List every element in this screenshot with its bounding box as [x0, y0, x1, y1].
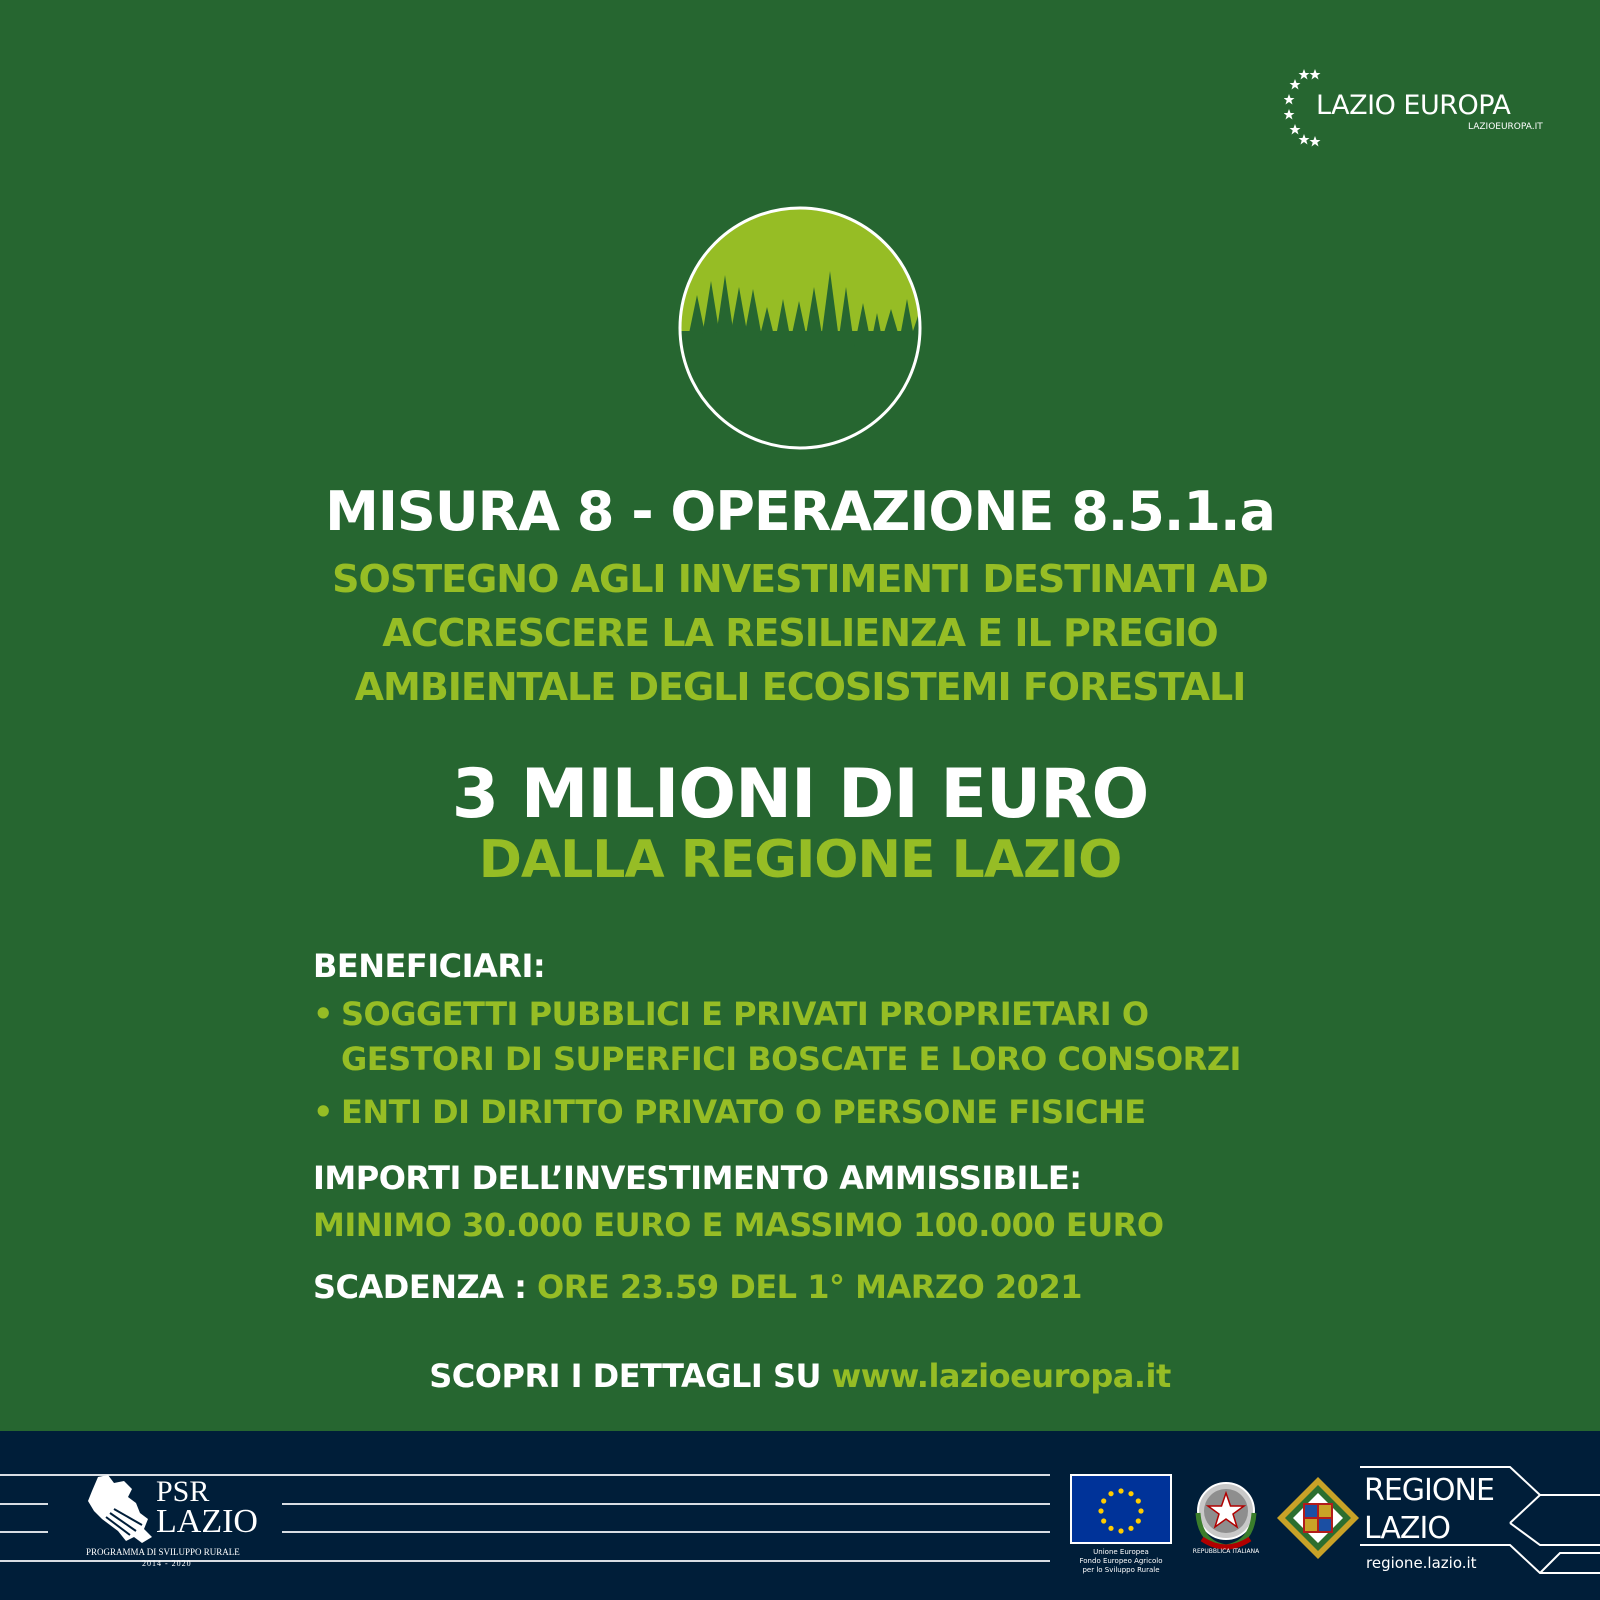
italian-republic-emblem-icon — [1188, 1473, 1264, 1555]
brand-url: LAZIOEUROPA.IT — [1468, 122, 1543, 132]
scadenza — [313, 1268, 1082, 1306]
eu-flag-icon — [1070, 1474, 1172, 1544]
divider — [0, 1503, 48, 1505]
subtitle-line: ACCRESCERE LA RESILIENZA E IL PREGIO — [382, 611, 1218, 655]
footer — [0, 1431, 1600, 1600]
regione-name-line2: LAZIO — [1364, 1511, 1450, 1546]
divider — [282, 1503, 1050, 1505]
amount-heading: 3 MILIONI DI EURO — [451, 755, 1149, 834]
amount-source: DALLA REGIONE LAZIO — [478, 830, 1122, 890]
lazio-europa-logo — [1284, 64, 1544, 154]
brand-name: LAZIO EUROPA — [1316, 90, 1511, 121]
subtitle — [0, 552, 1600, 714]
eu-caption-line: Unione Europea — [1093, 1548, 1149, 1556]
divider — [282, 1531, 1050, 1533]
beneficiario-item: ENTI DI DIRITTO PRIVATO O PERSONE FISICHE — [341, 1093, 1146, 1131]
beneficiario-item: SOGGETTI PUBBLICI E PRIVATI PROPRIETARI O — [341, 995, 1149, 1033]
beneficiari-label: BENEFICIARI: — [313, 947, 546, 985]
psr-program: PROGRAMMA DI SVILUPPO RURALE — [86, 1547, 240, 1557]
lazio-region-map-icon — [84, 1473, 154, 1551]
beneficiario-item-cont: GESTORI DI SUPERFICI BOSCATE E LORO CONSORZI — [341, 1040, 1241, 1078]
eu-caption-line: Fondo Europeo Agricolo — [1079, 1557, 1163, 1565]
regione-lazio-crest-icon — [1275, 1475, 1361, 1561]
cta — [0, 1357, 1600, 1395]
psr-lazio-logo — [84, 1473, 284, 1569]
regione-name-line1: REGIONE — [1364, 1473, 1494, 1508]
eu-caption-line: per lo Sviluppo Rurale — [1082, 1566, 1160, 1574]
scadenza-label: SCADENZA : — [313, 1268, 527, 1306]
cta-link[interactable]: www.lazioeuropa.it — [831, 1357, 1171, 1395]
bullet-icon: • — [313, 995, 333, 1033]
psr-line2: LAZIO — [156, 1503, 258, 1540]
psr-line1: PSR — [156, 1475, 210, 1508]
page-title: MISURA 8 - OPERAZIONE 8.5.1.a — [325, 480, 1275, 543]
divider — [0, 1531, 48, 1533]
importi-value: MINIMO 30.000 EURO E MASSIMO 100.000 EURO — [313, 1206, 1164, 1244]
regione-url[interactable]: regione.lazio.it — [1366, 1554, 1477, 1572]
emblem-caption: REPUBBLICA ITALIANA — [1192, 1548, 1260, 1555]
psr-years: 2014 - 2020 — [142, 1559, 192, 1568]
subtitle-line: AMBIENTALE DEGLI ECOSISTEMI FORESTALI — [354, 665, 1246, 709]
subtitle-line: SOSTEGNO AGLI INVESTIMENTI DESTINATI AD — [332, 557, 1268, 601]
forest-circle-icon — [675, 203, 925, 453]
bullet-icon: • — [313, 1093, 333, 1131]
scadenza-value: ORE 23.59 DEL 1° MARZO 2021 — [537, 1268, 1082, 1306]
importi-label: IMPORTI DELL’INVESTIMENTO AMMISSIBILE: — [313, 1159, 1082, 1197]
cta-text: SCOPRI I DETTAGLI SU — [429, 1357, 821, 1395]
